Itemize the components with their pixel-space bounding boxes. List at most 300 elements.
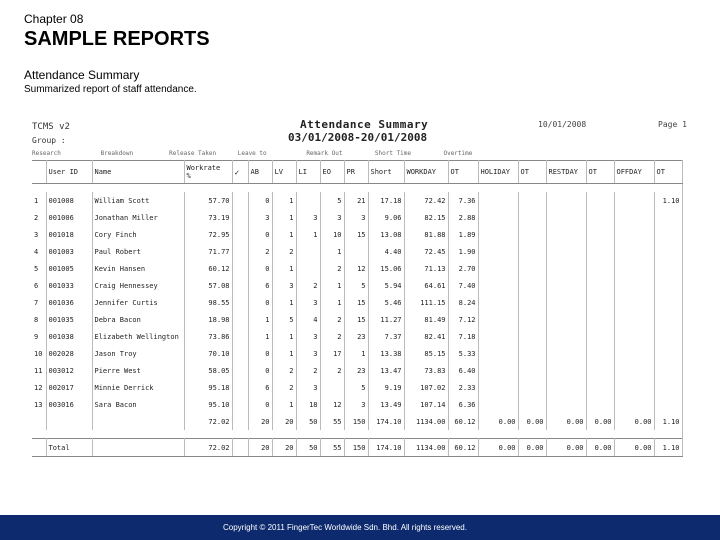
- cell-hol: [478, 226, 518, 243]
- cell-rest-ot: [586, 260, 614, 277]
- report-date-range: 03/01/2008-20/01/2008: [288, 131, 428, 144]
- col-header: Short: [368, 161, 404, 184]
- table-row: [32, 328, 682, 345]
- cell-hol-ot: [518, 311, 546, 328]
- cell-rest: [546, 311, 586, 328]
- user-name: Pierre West: [92, 362, 184, 379]
- cell-rest: 0.00: [546, 413, 586, 430]
- filter-item: Breakdown: [100, 150, 134, 157]
- cell-short: 7.37: [368, 328, 404, 345]
- cell-ot: 7.12: [448, 311, 478, 328]
- col-header: OT: [518, 161, 546, 184]
- user-id: 001036: [46, 294, 92, 311]
- user-name: Kevin Hansen: [92, 260, 184, 277]
- col-header: LV: [272, 161, 296, 184]
- copyright-text: Copyright © 2011 FingerTec Worldwide Sdn. Bhd. All rights reserved.: [223, 523, 467, 532]
- cell-hol: [478, 192, 518, 209]
- cell-lv: 5: [272, 311, 296, 328]
- cell-rest-ot: [586, 243, 614, 260]
- user-id: 001005: [46, 260, 92, 277]
- cell-wr: 72.02: [184, 439, 232, 457]
- cell-off-ot: [654, 294, 682, 311]
- cell-ab: 20: [248, 439, 272, 457]
- user-name: Minnie Derrick: [92, 379, 184, 396]
- cell-hol-ot: 0.00: [518, 413, 546, 430]
- cell-off: [614, 379, 654, 396]
- cell-eo: 17: [320, 345, 344, 362]
- cell-hol-ot: [518, 396, 546, 413]
- cell-off: 0.00: [614, 413, 654, 430]
- cell-pr: 150: [344, 413, 368, 430]
- cell-ot: 6.40: [448, 362, 478, 379]
- cell-wr: 71.77: [184, 243, 232, 260]
- cell-workday: 82.41: [404, 328, 448, 345]
- cell-rest-ot: [586, 209, 614, 226]
- cell-short: 174.10: [368, 413, 404, 430]
- report-title: Attendance Summary: [300, 118, 429, 131]
- cell-pr: 1: [344, 345, 368, 362]
- col-header: OT: [586, 161, 614, 184]
- cell-hol-ot: [518, 294, 546, 311]
- cell-workday: 85.15: [404, 345, 448, 362]
- cell-wr: 73.19: [184, 209, 232, 226]
- cell-wr: 57.70: [184, 192, 232, 209]
- cell-ot: 2.70: [448, 260, 478, 277]
- cell-hol-ot: [518, 243, 546, 260]
- cell-hol-ot: [518, 277, 546, 294]
- cell-workday: 72.42: [404, 192, 448, 209]
- row-number: 12: [32, 379, 46, 396]
- cell-li: 3: [296, 294, 320, 311]
- cell-wr: 72.02: [184, 413, 232, 430]
- cell-lv: 2: [272, 243, 296, 260]
- cell-short: 174.10: [368, 439, 404, 457]
- cell-off: [614, 277, 654, 294]
- cell-off-ot: [654, 226, 682, 243]
- cell-wr: 95.10: [184, 396, 232, 413]
- filter-item: Overtime: [443, 150, 473, 157]
- check-icon: ✓: [232, 161, 248, 184]
- user-id: 001033: [46, 277, 92, 294]
- table-row: [32, 311, 682, 328]
- user-id: 001006: [46, 209, 92, 226]
- cell-rest-ot: [586, 226, 614, 243]
- filter-item: Short Time: [374, 150, 412, 157]
- row-number: 10: [32, 345, 46, 362]
- cell-off: [614, 328, 654, 345]
- cell-workday: 81.88: [404, 226, 448, 243]
- user-name: William Scott: [92, 192, 184, 209]
- cell-eo: 5: [320, 192, 344, 209]
- cell-ab: 1: [248, 311, 272, 328]
- cell-hol-ot: [518, 209, 546, 226]
- footer-bar: [0, 515, 720, 540]
- cell-rest-ot: [586, 192, 614, 209]
- total-row: [32, 439, 682, 457]
- cell-hol-ot: [518, 226, 546, 243]
- user-id: 001008: [46, 192, 92, 209]
- col-header: HOLIDAY: [478, 161, 518, 184]
- cell-off: [614, 243, 654, 260]
- cell-ot: 8.24: [448, 294, 478, 311]
- cell-off: [614, 209, 654, 226]
- cell-short: 13.08: [368, 226, 404, 243]
- cell-workday: 107.14: [404, 396, 448, 413]
- cell-workday: 107.02: [404, 379, 448, 396]
- cell-workday: 73.83: [404, 362, 448, 379]
- cell-workday: 1134.00: [404, 439, 448, 457]
- cell-li: 3: [296, 379, 320, 396]
- cell-pr: 5: [344, 277, 368, 294]
- col-header: OT: [448, 161, 478, 184]
- cell-ot: 6.36: [448, 396, 478, 413]
- cell-off: [614, 192, 654, 209]
- cell-lv: 1: [272, 226, 296, 243]
- table-row: [32, 362, 682, 379]
- cell-workday: 82.15: [404, 209, 448, 226]
- cell-hol: [478, 277, 518, 294]
- cell-rest-ot: 0.00: [586, 439, 614, 457]
- table-row: [32, 345, 682, 362]
- cell-short: 5.94: [368, 277, 404, 294]
- cell-ot: 7.18: [448, 328, 478, 345]
- col-header: Name: [92, 161, 184, 184]
- cell-hol: [478, 379, 518, 396]
- cell-off-ot: [654, 260, 682, 277]
- col-header: EO: [320, 161, 344, 184]
- cell-eo: 1: [320, 277, 344, 294]
- cell-li: [296, 243, 320, 260]
- cell-wr: 98.55: [184, 294, 232, 311]
- row-number: 4: [32, 243, 46, 260]
- cell-hol-ot: [518, 379, 546, 396]
- table-row: [32, 243, 682, 260]
- cell-hol-ot: 0.00: [518, 439, 546, 457]
- cell-hol-ot: [518, 328, 546, 345]
- cell-rest: [546, 243, 586, 260]
- user-id: 001018: [46, 226, 92, 243]
- user-id: 003012: [46, 362, 92, 379]
- cell-eo: 1: [320, 243, 344, 260]
- cell-off-ot: [654, 311, 682, 328]
- col-header: LI: [296, 161, 320, 184]
- cell-short: 9.19: [368, 379, 404, 396]
- user-name: Sara Bacon: [92, 396, 184, 413]
- cell-ot: 2.88: [448, 209, 478, 226]
- report-filter-row: [32, 150, 512, 157]
- cell-off-ot: [654, 328, 682, 345]
- cell-wr: 95.18: [184, 379, 232, 396]
- cell-rest: [546, 192, 586, 209]
- cell-short: 9.06: [368, 209, 404, 226]
- cell-ot: 2.33: [448, 379, 478, 396]
- cell-short: 13.38: [368, 345, 404, 362]
- cell-ot: 1.89: [448, 226, 478, 243]
- filter-item: Research: [32, 150, 61, 157]
- cell-lv: 2: [272, 379, 296, 396]
- report-page-number: Page 1: [658, 120, 687, 129]
- col-header: AB: [248, 161, 272, 184]
- user-id: 001038: [46, 328, 92, 345]
- cell-lv: 3: [272, 277, 296, 294]
- user-name: Jonathan Miller: [92, 209, 184, 226]
- cell-lv: 1: [272, 192, 296, 209]
- cell-hol: [478, 328, 518, 345]
- cell-ab: 1: [248, 328, 272, 345]
- cell-hol: [478, 260, 518, 277]
- cell-ab: 0: [248, 396, 272, 413]
- cell-off: 0.00: [614, 439, 654, 457]
- user-name: Jennifer Curtis: [92, 294, 184, 311]
- cell-pr: 5: [344, 379, 368, 396]
- cell-off-ot: [654, 362, 682, 379]
- cell-rest: [546, 396, 586, 413]
- cell-workday: 72.45: [404, 243, 448, 260]
- cell-workday: 111.15: [404, 294, 448, 311]
- cell-ab: 6: [248, 379, 272, 396]
- cell-hol-ot: [518, 345, 546, 362]
- row-number: 11: [32, 362, 46, 379]
- cell-ab: 0: [248, 362, 272, 379]
- row-number: 2: [32, 209, 46, 226]
- filter-item: Release Taken: [169, 150, 217, 157]
- table-row: [32, 396, 682, 413]
- table-row: [32, 277, 682, 294]
- cell-off-ot: [654, 379, 682, 396]
- cell-off-ot: 1.10: [654, 192, 682, 209]
- cell-rest-ot: [586, 396, 614, 413]
- cell-lv: 1: [272, 294, 296, 311]
- cell-eo: 55: [320, 439, 344, 457]
- cell-eo: 2: [320, 362, 344, 379]
- cell-off-ot: [654, 396, 682, 413]
- row-number: 13: [32, 396, 46, 413]
- col-header: WORKDAY: [404, 161, 448, 184]
- cell-ot: 60.12: [448, 439, 478, 457]
- cell-hol-ot: [518, 192, 546, 209]
- cell-li: [296, 192, 320, 209]
- cell-workday: 1134.00: [404, 413, 448, 430]
- cell-short: 11.27: [368, 311, 404, 328]
- cell-li: 50: [296, 439, 320, 457]
- cell-eo: 10: [320, 226, 344, 243]
- row-number: 9: [32, 328, 46, 345]
- cell-rest: 0.00: [546, 439, 586, 457]
- cell-hol: 0.00: [478, 439, 518, 457]
- cell-pr: 15: [344, 311, 368, 328]
- cell-short: 13.49: [368, 396, 404, 413]
- cell-off: [614, 311, 654, 328]
- table-row: [32, 260, 682, 277]
- cell-short: 13.47: [368, 362, 404, 379]
- cell-li: 18: [296, 396, 320, 413]
- cell-hol: [478, 243, 518, 260]
- table-row: [32, 379, 682, 396]
- cell-rest: [546, 260, 586, 277]
- user-name: Cory Finch: [92, 226, 184, 243]
- user-id: 001003: [46, 243, 92, 260]
- cell-rest: [546, 362, 586, 379]
- cell-hol-ot: [518, 260, 546, 277]
- cell-rest-ot: [586, 379, 614, 396]
- cell-off-ot: [654, 209, 682, 226]
- cell-eo: 12: [320, 396, 344, 413]
- row-number: 8: [32, 311, 46, 328]
- table-row: [32, 226, 682, 243]
- cell-rest: [546, 277, 586, 294]
- cell-rest: [546, 294, 586, 311]
- cell-pr: 23: [344, 328, 368, 345]
- cell-li: [296, 260, 320, 277]
- user-id: 001035: [46, 311, 92, 328]
- table-row: [32, 294, 682, 311]
- cell-short: 17.18: [368, 192, 404, 209]
- cell-wr: 60.12: [184, 260, 232, 277]
- cell-li: 3: [296, 345, 320, 362]
- report-terminal: TCMS v2: [32, 122, 70, 132]
- cell-off-ot: 1.10: [654, 413, 682, 430]
- cell-hol: [478, 311, 518, 328]
- cell-lv: 1: [272, 260, 296, 277]
- cell-lv: 20: [272, 439, 296, 457]
- cell-off-ot: [654, 243, 682, 260]
- cell-pr: 21: [344, 192, 368, 209]
- cell-rest: [546, 345, 586, 362]
- cell-eo: 55: [320, 413, 344, 430]
- cell-lv: 1: [272, 396, 296, 413]
- cell-ab: 0: [248, 345, 272, 362]
- cell-hol: [478, 209, 518, 226]
- cell-pr: 150: [344, 439, 368, 457]
- chapter-label: Chapter 08: [24, 12, 84, 26]
- col-header: PR: [344, 161, 368, 184]
- cell-li: 3: [296, 209, 320, 226]
- cell-rest-ot: [586, 362, 614, 379]
- cell-off: [614, 260, 654, 277]
- cell-ot: 1.90: [448, 243, 478, 260]
- cell-lv: 1: [272, 328, 296, 345]
- cell-rest: [546, 209, 586, 226]
- cell-pr: 3: [344, 396, 368, 413]
- cell-ot: 5.33: [448, 345, 478, 362]
- cell-short: 15.06: [368, 260, 404, 277]
- cell-rest-ot: [586, 277, 614, 294]
- attendance-table: [32, 160, 683, 457]
- cell-ab: 0: [248, 192, 272, 209]
- col-header: RESTDAY: [546, 161, 586, 184]
- user-id: Total: [46, 439, 92, 457]
- cell-off: [614, 226, 654, 243]
- cell-eo: 2: [320, 328, 344, 345]
- cell-li: 2: [296, 362, 320, 379]
- cell-short: 5.46: [368, 294, 404, 311]
- report-subtitle: Attendance Summary: [24, 68, 140, 82]
- cell-rest: [546, 226, 586, 243]
- cell-pr: 3: [344, 209, 368, 226]
- cell-rest-ot: [586, 345, 614, 362]
- cell-li: 50: [296, 413, 320, 430]
- user-name: Jason Troy: [92, 345, 184, 362]
- cell-ot: 7.36: [448, 192, 478, 209]
- user-name: Craig Hennessey: [92, 277, 184, 294]
- cell-eo: 2: [320, 260, 344, 277]
- cell-wr: 73.86: [184, 328, 232, 345]
- cell-off-ot: 1.10: [654, 439, 682, 457]
- user-id: 002028: [46, 345, 92, 362]
- cell-rest-ot: [586, 294, 614, 311]
- report-group: Group :: [32, 136, 66, 145]
- attendance-report-image: [30, 110, 705, 495]
- cell-rest-ot: 0.00: [586, 413, 614, 430]
- cell-workday: 71.13: [404, 260, 448, 277]
- table-header-row: [32, 161, 682, 184]
- cell-li: 2: [296, 277, 320, 294]
- cell-off: [614, 362, 654, 379]
- cell-hol: 0.00: [478, 413, 518, 430]
- row-number: 1: [32, 192, 46, 209]
- col-header: Workrate %: [184, 161, 232, 184]
- user-name: Elizabeth Wellington: [92, 328, 184, 345]
- report-print-date: 10/01/2008: [538, 120, 587, 129]
- user-id: 003016: [46, 396, 92, 413]
- cell-ot: 60.12: [448, 413, 478, 430]
- slide-title: SAMPLE REPORTS: [24, 28, 210, 50]
- cell-eo: 3: [320, 209, 344, 226]
- cell-off: [614, 294, 654, 311]
- cell-lv: 1: [272, 345, 296, 362]
- cell-eo: 1: [320, 294, 344, 311]
- filter-item: Remark Out: [306, 150, 343, 157]
- cell-ab: 0: [248, 294, 272, 311]
- cell-hol: [478, 294, 518, 311]
- cell-ab: 0: [248, 260, 272, 277]
- cell-hol-ot: [518, 362, 546, 379]
- cell-hol: [478, 345, 518, 362]
- cell-hol: [478, 362, 518, 379]
- user-name: Paul Robert: [92, 243, 184, 260]
- table-row: [32, 209, 682, 226]
- row-number: 3: [32, 226, 46, 243]
- user-name: Debra Bacon: [92, 311, 184, 328]
- cell-rest-ot: [586, 311, 614, 328]
- cell-wr: 18.98: [184, 311, 232, 328]
- cell-ab: 6: [248, 277, 272, 294]
- cell-pr: 15: [344, 226, 368, 243]
- col-header: User ID: [46, 161, 92, 184]
- cell-rest: [546, 379, 586, 396]
- row-number: 7: [32, 294, 46, 311]
- cell-wr: 58.05: [184, 362, 232, 379]
- cell-hol: [478, 396, 518, 413]
- user-id: 002017: [46, 379, 92, 396]
- cell-eo: 2: [320, 311, 344, 328]
- cell-ab: 3: [248, 209, 272, 226]
- cell-rest-ot: [586, 328, 614, 345]
- row-number: 5: [32, 260, 46, 277]
- col-header: OFFDAY: [614, 161, 654, 184]
- cell-li: 1: [296, 226, 320, 243]
- cell-short: 4.40: [368, 243, 404, 260]
- cell-lv: 2: [272, 362, 296, 379]
- row-number: 6: [32, 277, 46, 294]
- cell-lv: 1: [272, 209, 296, 226]
- filter-item: Leave to: [237, 150, 267, 157]
- cell-wr: 57.08: [184, 277, 232, 294]
- cell-off-ot: [654, 345, 682, 362]
- cell-li: 3: [296, 328, 320, 345]
- cell-workday: 81.49: [404, 311, 448, 328]
- cell-wr: 70.10: [184, 345, 232, 362]
